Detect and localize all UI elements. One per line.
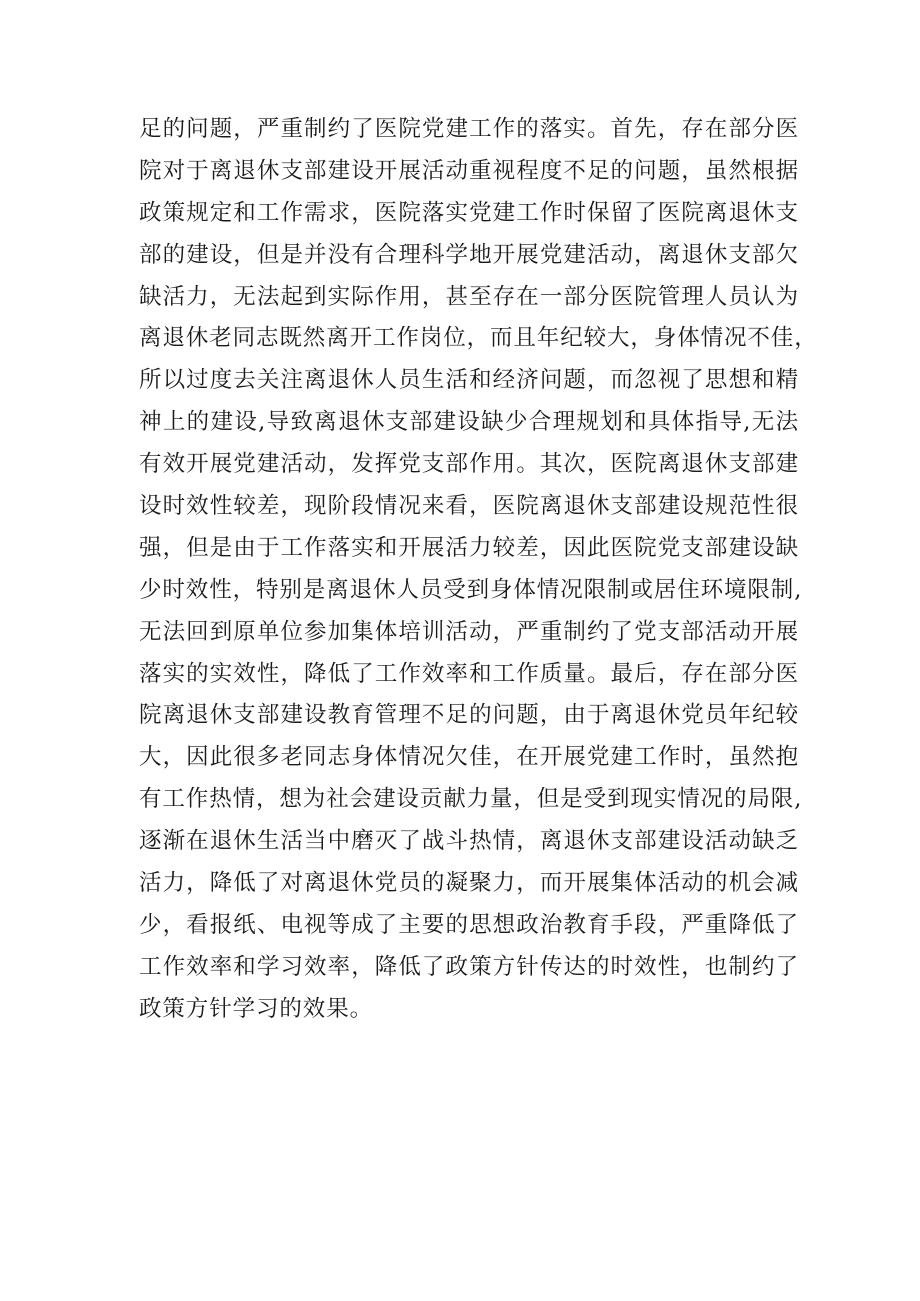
text-line: 有效开展党建活动，发挥党支部作用。其次，医院离退休支部建 [139, 451, 799, 478]
text-line: 逐渐在退休生活当中磨灭了战斗热情，离退休支部建设活动缺乏 [139, 828, 799, 855]
text-line: 活力，降低了对离退休党员的凝聚力，而开展集体活动的机会减 [139, 870, 799, 897]
text-line: 院对于离退休支部建设开展活动重视程度不足的问题，虽然根据 [139, 157, 799, 184]
text-line: 政策规定和工作需求，医院落实党建工作时保留了医院离退休支 [139, 199, 799, 226]
text-line: 院离退休支部建设教育管理不足的问题，由于离退休党员年纪较 [139, 702, 799, 729]
text-line: 离退休老同志既然离开工作岗位，而且年纪较大，身体情况不佳， [139, 325, 818, 352]
text-line: 少，看报纸、电视等成了主要的思想政治教育手段，严重降低了 [139, 911, 799, 938]
text-line: 足的问题，严重制约了医院党建工作的落实。首先，存在部分医 [139, 116, 799, 142]
text-line: 无法回到原单位参加集体培训活动，严重制约了党支部活动开展 [139, 618, 799, 645]
text-line: 少时效性，特别是离退休人员受到身体情况限制或居住环境限制, [139, 576, 803, 603]
text-line: 神上的建设,导致离退休支部建设缺少合理规划和具体指导,无法 [139, 409, 799, 436]
text-line: 设时效性较差，现阶段情况来看，医院离退休支部建设规范性很 [139, 493, 799, 520]
text-line: 大，因此很多老同志身体情况欠佳，在开展党建工作时，虽然抱 [139, 744, 799, 771]
text-line: 工作效率和学习效率，降低了政策方针传达的时效性，也制约了 [139, 953, 799, 980]
body-paragraph [139, 109, 818, 1031]
text-line: 缺活力，无法起到实际作用，甚至存在一部分医院管理人员认为 [139, 283, 799, 310]
text-line: 有工作热情，想为社会建设贡献力量，但是受到现实情况的局限, [139, 786, 803, 813]
text-line: 强，但是由于工作落实和开展活力较差，因此医院党支部建设缺 [139, 534, 799, 561]
text-line: 部的建设，但是并没有合理科学地开展党建活动，离退休支部欠 [139, 241, 799, 268]
text-line: 所以过度去关注离退休人员生活和经济问题，而忽视了思想和精 [139, 367, 799, 394]
text-line: 落实的实效性，降低了工作效率和工作质量。最后，存在部分医 [139, 660, 799, 687]
text-line: 政策方针学习的效果。 [139, 995, 374, 1022]
